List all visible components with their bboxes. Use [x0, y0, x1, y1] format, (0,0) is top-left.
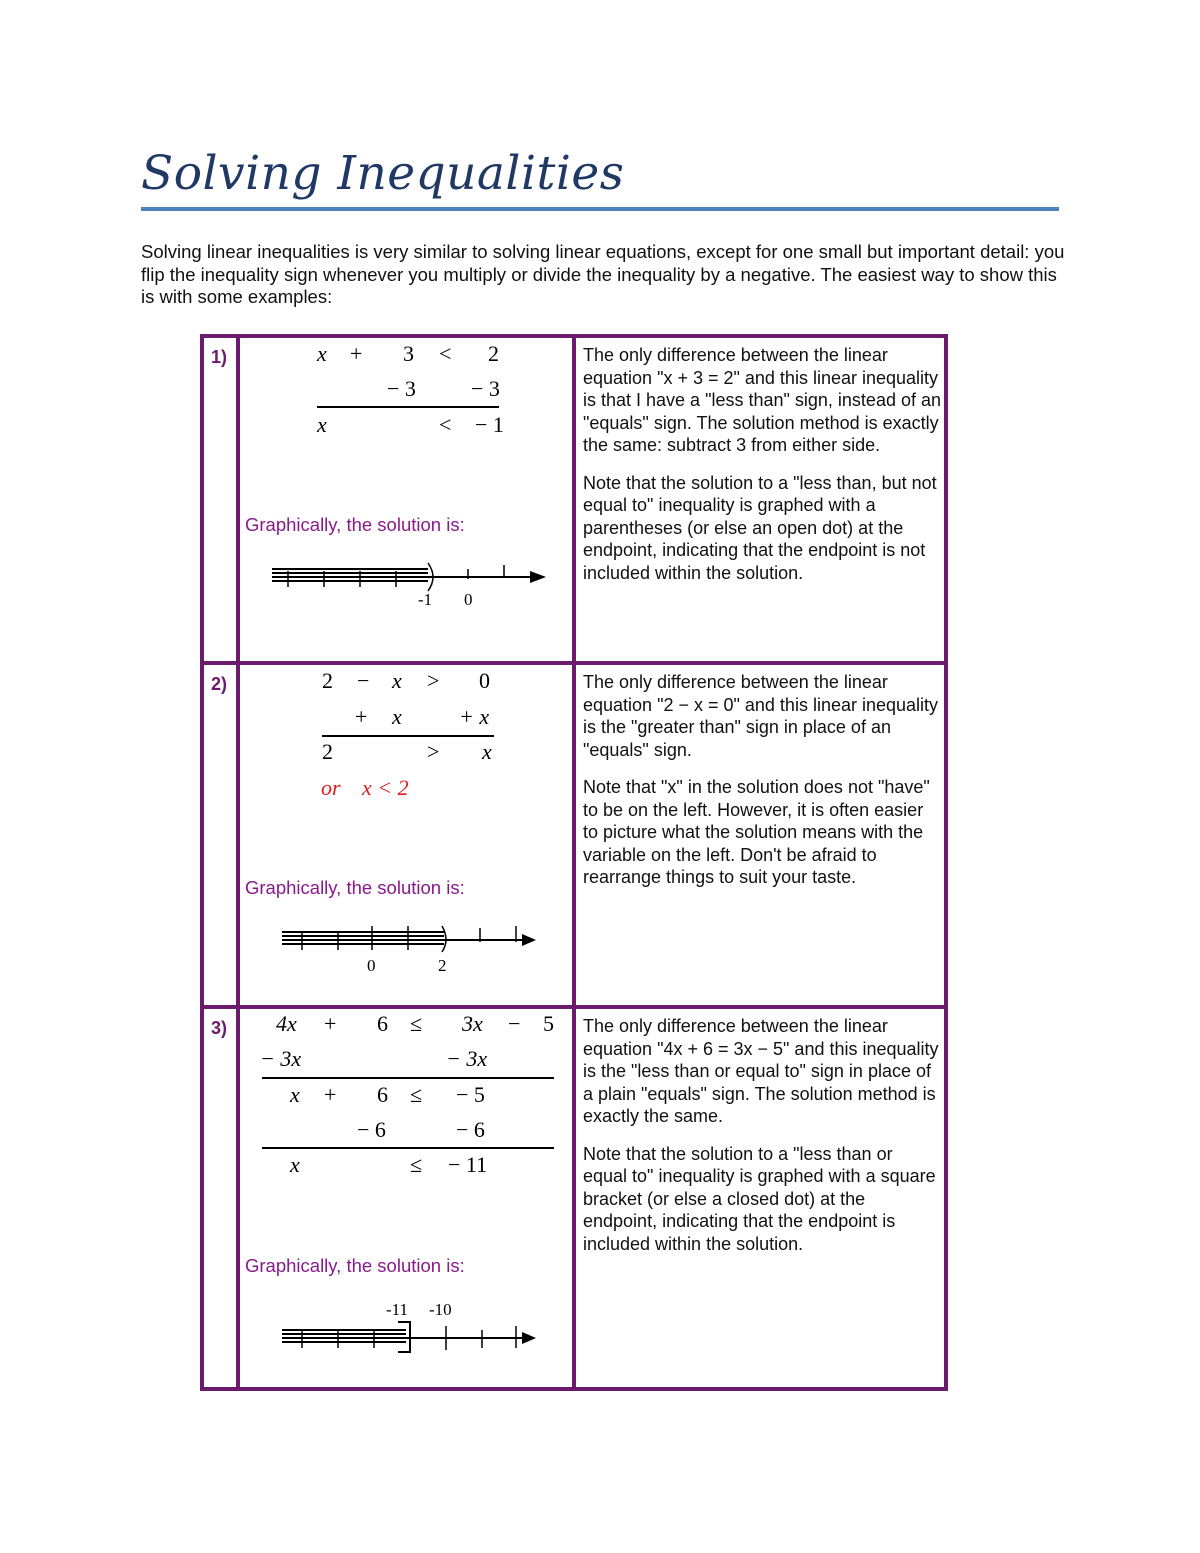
title-underline — [141, 207, 1059, 211]
work-term: + x — [459, 704, 490, 729]
work-term: + — [324, 1082, 337, 1107]
work-term: x — [317, 412, 327, 437]
work-term: > — [427, 739, 440, 764]
work-term: + — [350, 341, 363, 366]
example-number: 2) — [211, 674, 228, 694]
work-term: − — [508, 1011, 521, 1036]
graph-caption: Graphically, the solution is: — [245, 514, 465, 535]
work-divider — [317, 406, 499, 408]
description-paragraph: The only difference between the linear equation "2 − x = 0" and this linear inequality is the "greater than" sign in place of an "equals" sign. — [583, 672, 939, 760]
row2-number-cell — [200, 661, 240, 1009]
work-divider — [262, 1147, 554, 1149]
work-term: x — [392, 704, 402, 729]
work-term: < — [439, 341, 452, 366]
example-description — [583, 344, 941, 599]
work-term: − 3x — [446, 1046, 488, 1071]
description-paragraph: Note that the solution to a "less than, but not equal to" inequality is graphed with a parentheses (or else an open dot) at the endpoint, indicating that the endpoint is not included within the solution. — [583, 472, 937, 583]
work-term: ≤ — [410, 1152, 423, 1177]
work-term: − 1 — [475, 412, 504, 437]
work-term: − 5 — [456, 1082, 485, 1107]
row1-number-cell — [200, 334, 240, 665]
work-term: − 3 — [471, 376, 500, 401]
page-title: Solving Inequalities — [141, 146, 625, 201]
axis-label: 0 — [367, 956, 376, 975]
examples-table — [200, 334, 948, 1391]
alternate-form: or — [321, 775, 341, 800]
work-term: 6 — [377, 1011, 388, 1036]
work-term: x — [482, 739, 492, 764]
graph-caption: Graphically, the solution is: — [245, 877, 465, 898]
intro-paragraph: Solving linear inequalities is very similar to solving linear equations, except for one small but important detail: you flip the inequality sign whenever you multiply or divide the inequality by a negative. The easiest way to show this is with some examples: — [141, 241, 1065, 307]
work-term: − — [357, 668, 370, 693]
axis-label: 0 — [464, 590, 473, 609]
work-term: − 6 — [357, 1117, 386, 1142]
description-paragraph: Note that "x" in the solution does not "have" to be on the left. However, it is often easier to picture what the solution means with the variable on the left. Don't be afraid to rearrange things to suit your taste. — [583, 777, 930, 887]
work-term: 2 — [322, 668, 333, 693]
work-term: x — [290, 1082, 300, 1107]
example-description — [583, 671, 941, 904]
alternate-form: x < 2 — [362, 775, 409, 800]
number-line — [268, 559, 558, 619]
axis-label: -1 — [418, 590, 433, 609]
axis-label: 2 — [438, 956, 447, 975]
work-term: x — [317, 341, 327, 366]
work-term: 3x — [462, 1011, 483, 1036]
work-term: 2 — [488, 341, 499, 366]
work-term: 2 — [322, 739, 333, 764]
work-term: − 3x — [260, 1046, 302, 1071]
example-number: 1) — [211, 347, 228, 367]
work-term: 4x — [276, 1011, 297, 1036]
number-line — [278, 922, 548, 962]
work-term: ≤ — [410, 1011, 423, 1036]
work-divider — [262, 1077, 554, 1079]
work-term: < — [439, 412, 452, 437]
work-divider — [322, 735, 494, 737]
work-term: + — [355, 704, 368, 729]
work-term: 3 — [403, 341, 414, 366]
axis-label: -10 — [429, 1300, 452, 1319]
work-term: > — [427, 668, 440, 693]
number-line — [278, 1320, 548, 1360]
work-term: − 3 — [387, 376, 416, 401]
work-term: + — [324, 1011, 337, 1036]
work-term: x — [392, 668, 402, 693]
description-paragraph: The only difference between the linear equation "x + 3 = 2" and this linear inequality is that I have a "less than" sign, instead of an "equals" sign. The solution method is exactly the same: subtract 3 from either side. — [583, 345, 941, 455]
work-term: − 11 — [448, 1152, 488, 1177]
work-term: 0 — [479, 668, 490, 693]
graph-caption: Graphically, the solution is: — [245, 1255, 465, 1276]
row3-number-cell — [200, 1005, 240, 1391]
axis-label: -11 — [386, 1300, 409, 1319]
description-paragraph: The only difference between the linear equation "4x + 6 = 3x − 5" and this inequality is the "less than or equal to" sign in place of a plain "equals" sign. The solution method is exactly the same. — [583, 1016, 939, 1126]
work-term: ≤ — [410, 1082, 423, 1107]
work-term: x — [290, 1152, 300, 1177]
example-number: 3) — [211, 1018, 228, 1038]
description-paragraph: Note that the solution to a "less than or equal to" inequality is graphed with a square bracket (or else a closed dot) at the endpoint, indicating that the endpoint is included within the solution. — [583, 1143, 936, 1254]
example-description — [583, 1015, 941, 1270]
work-term: − 6 — [456, 1117, 485, 1142]
work-term: 6 — [377, 1082, 388, 1107]
work-term: 5 — [543, 1011, 554, 1036]
